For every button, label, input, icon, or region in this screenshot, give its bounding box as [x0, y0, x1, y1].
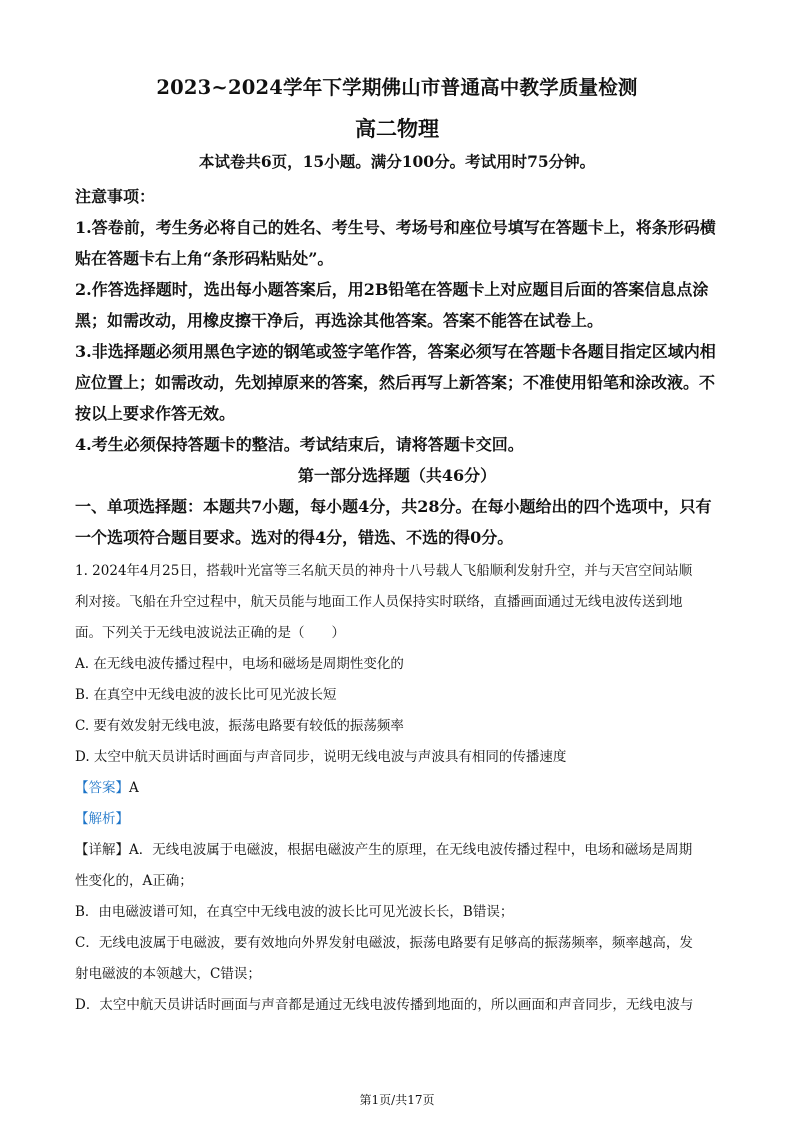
exam-info: 本试卷共6页，15小题。满分100分。考试用时75分钟。	[198, 152, 596, 171]
note-line: 2.作答选择题时，选出每小题答案后，用2B铅笔在答题卡上对应题目后面的答案信息点涂	[75, 280, 709, 299]
note-line: 3.非选择题必须用黑色字迹的钢笔或签字笔作答，答案必须写在答题卡各题目指定区域内相	[75, 342, 716, 361]
detail-line: D．太空中航天员讲话时画面与声音都是通过无线电波传播到地面的，所以画面和声音同步，无线电波与	[75, 997, 694, 1013]
detail-line: 射电磁波的本领越大，C错误；	[75, 966, 261, 982]
analysis-label: 【解析】	[75, 811, 129, 827]
question-stem: 面。下列关于无线电波说法正确的是（ ）	[75, 625, 345, 641]
detail-line: 性变化的，A正确；	[75, 873, 193, 889]
option-b: B. 在真空中无线电波的波长比可见光波长短	[75, 687, 337, 703]
section-instruction: 一、单项选择题：本题共7小题，每小题4分，共28分。在每小题给出的四个选项中，只有	[75, 497, 712, 516]
detail-line: C．无线电波属于电磁波，要有效地向外界发射电磁波，振荡电路要有足够高的振荡频率，频率越高，发	[75, 935, 693, 951]
question-stem: 利对接。飞船在升空过程中，航天员能与地面工作人员保持实时联络，直播画面通过无线电波传送到地	[75, 594, 683, 610]
note-line: 4.考生必须保持答题卡的整洁。考试结束后，请将答题卡交回。	[75, 435, 524, 454]
note-line: 按以上要求作答无效。	[75, 404, 236, 423]
part-heading: 第一部分选择题（共46分）	[297, 466, 497, 485]
exam-title: 2023~2024学年下学期佛山市普通高中教学质量检测	[156, 76, 638, 99]
detail-line: A．无线电波属于电磁波，根据电磁波产生的原理，在无线电波传播过程中，电场和磁场是周期	[129, 842, 693, 858]
section-instruction: 一个选项符合题目要求。选对的得4分，错选、不选的得0分。	[75, 528, 514, 547]
note-line: 1.答卷前，考生务必将自己的姓名、考生号、考场号和座位号填写在答题卡上，将条形码横	[75, 218, 716, 237]
option-c: C. 要有效发射无线电波，振荡电路要有较低的振荡频率	[75, 718, 404, 734]
page-number: 第1页/共17页	[359, 1093, 435, 1107]
detail-row	[75, 838, 692, 858]
notes-heading: 注意事项：	[75, 187, 156, 206]
subject-title: 高二物理	[355, 116, 439, 141]
answer-row	[75, 776, 139, 796]
detail-label: 【详解】	[75, 842, 129, 858]
note-line: 应位置上；如需改动，先划掉原来的答案，然后再写上新答案；不准使用铅笔和涂改液。不	[75, 373, 716, 392]
option-a: A. 在无线电波传播过程中，电场和磁场是周期性变化的	[75, 656, 404, 672]
detail-line: B．由电磁波谱可知，在真空中无线电波的波长比可见光波长长，B错误；	[75, 904, 514, 920]
note-line: 黑；如需改动，用橡皮擦干净后，再选涂其他答案。答案不能答在试卷上。	[75, 311, 604, 330]
answer-value: A	[129, 780, 139, 796]
option-d: D. 太空中航天员讲话时画面与声音同步，说明无线电波与声波具有相同的传播速度	[75, 749, 567, 765]
answer-label: 【答案】	[75, 780, 129, 796]
question-stem: 1. 2024年4月25日，搭载叶光富等三名航天员的神舟十八号载人飞船顺利发射升空，并与天宫空间站顺	[75, 563, 693, 579]
note-line: 贴在答题卡右上角“条形码粘贴处”。	[75, 249, 334, 268]
